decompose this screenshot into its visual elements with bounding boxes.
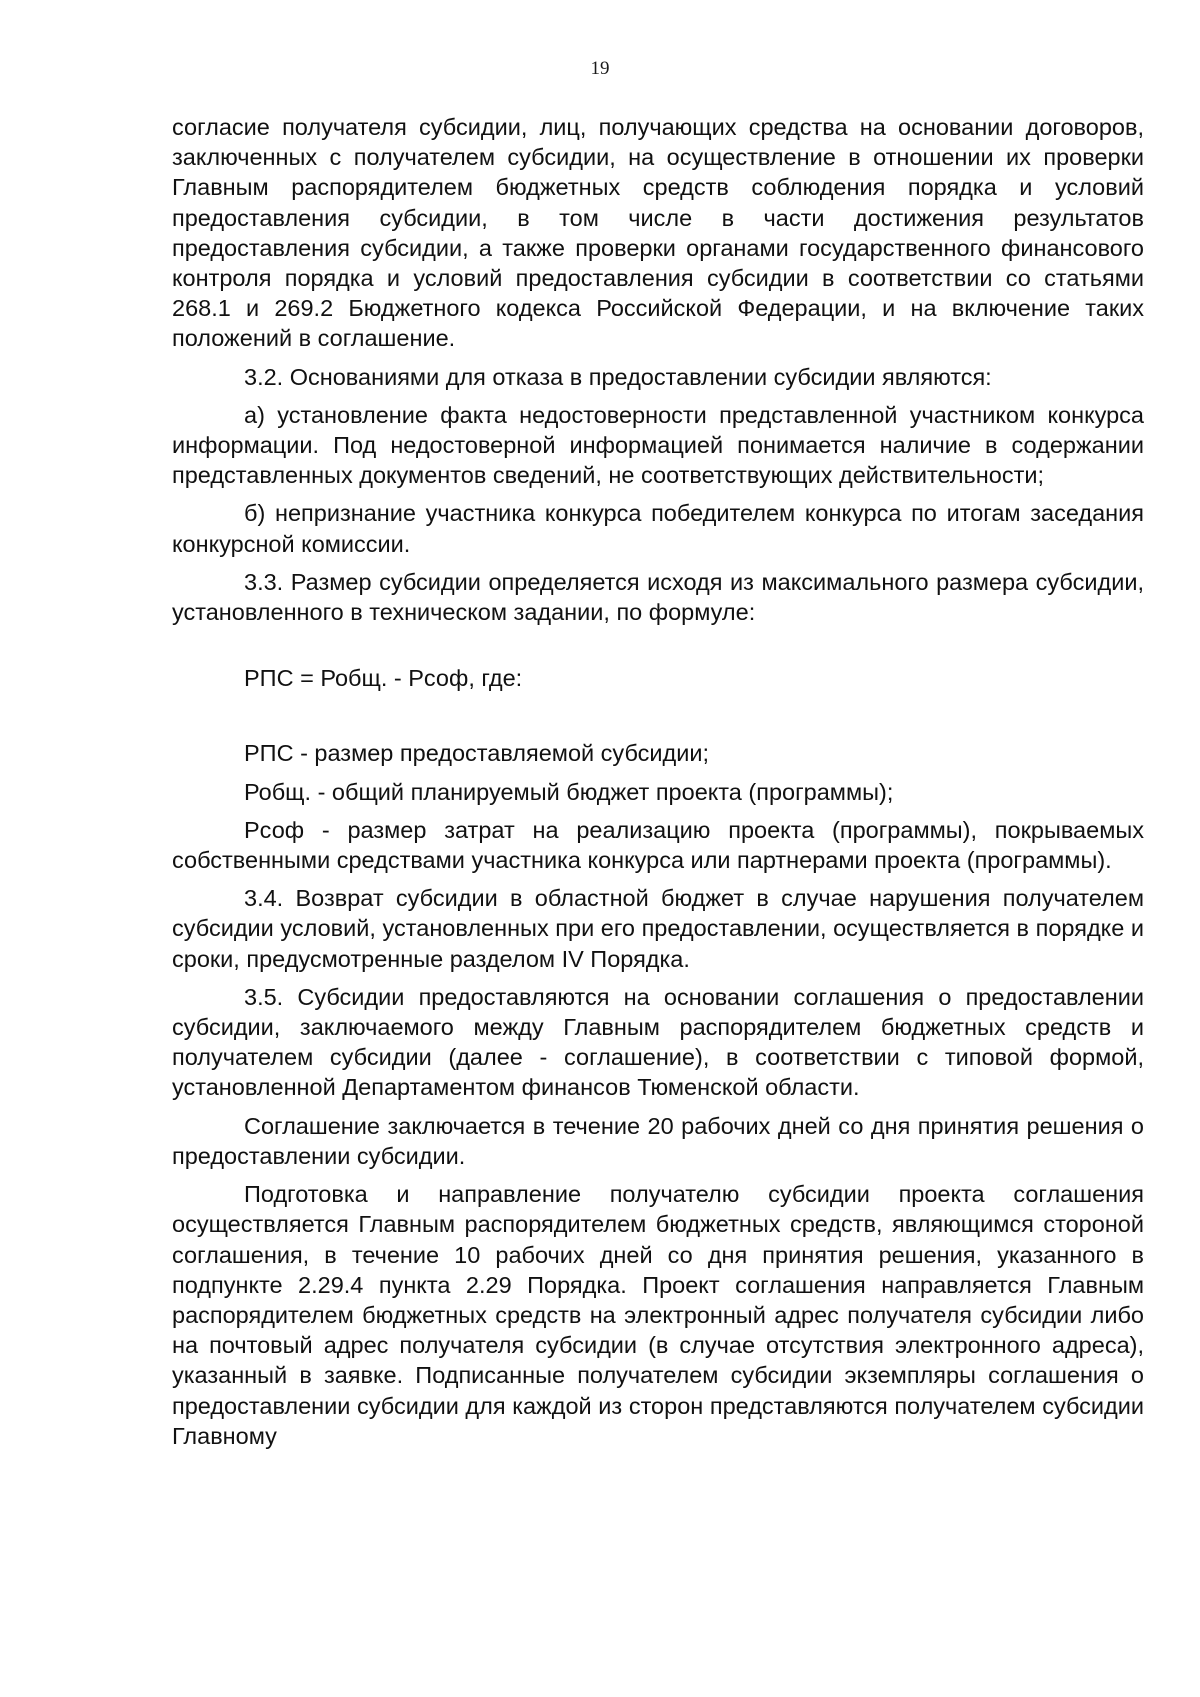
document-body — [172, 112, 1144, 1451]
paragraph-consent-continuation: согласие получателя субсидии, лиц, получающих средства на основании договоров, заключенных с получателем субсидии, на осуществление в отношении их проверки Главным распорядителем бюджетных средств соблюдения порядка и условий предоставления субсидии, в том числе в части достижения результатов предоставления субсидии, а также проверки органами государственного финансового контроля порядка и условий предоставления субсидии в соответствии со статьями 268.1 и 269.2 Бюджетного кодекса Российской Федерации, и на включение таких положений в соглашение. — [172, 114, 1144, 352]
definition-rsof: Рсоф - размер затрат на реализацию проекта (программы), покрываемых собственными средствами участника конкурса или партнерами проекта (программы). — [172, 816, 1144, 874]
paragraph-3-3: 3.3. Размер субсидии определяется исходя из максимального размера субсидии, установленного в техническом задании, по формуле: — [172, 568, 1144, 626]
paragraph-3-2-a: а) установление факта недостоверности представленной участником конкурса информации. Под недостоверной информацией понимается наличие в содержании представленных документов сведений, не соответствующих действительности; — [172, 401, 1144, 489]
paragraph-agreement-term: Соглашение заключается в течение 20 рабочих дней со дня принятия решения о предоставлении субсидии. — [172, 1112, 1144, 1169]
paragraph-agreement-preparation: Подготовка и направление получателю субсидии проекта соглашения осуществляется Главным распорядителем бюджетных средств, являющимся стороной соглашения, в течение 10 рабочих дней со дня принятия решения, указанного в подпункте 2.29.4 пункта 2.29 Порядка. Проект соглашения направляется Главным распорядителем бюджетных средств на электронный адрес получателя субсидии либо на почтовый адрес получателя субсидии (в случае отсутствия электронного адреса), указанный в заявке. Подписанные получателем субсидии экземпляры соглашения о предоставлении субсидии для каждой из сторон представляются получателем субсидии Главному — [172, 1181, 1144, 1449]
definition-robshch: Робщ. - общий планируемый бюджет проекта (программы); — [244, 778, 894, 805]
page-number: 19 — [590, 58, 610, 79]
paragraph-3-2: 3.2. Основаниями для отказа в предоставлении субсидии являются: — [244, 363, 992, 390]
definition-rps: РПС - размер предоставляемой субсидии; — [244, 740, 710, 767]
paragraph-3-5: 3.5. Субсидии предоставляются на основании соглашения о предоставлении субсидии, заключаемого между Главным распорядителем бюджетных средств и получателем субсидии (далее - соглашение), в соответствии с типовой формой, установленной Департаментом финансов Тюменской области. — [172, 983, 1144, 1101]
paragraph-3-2-b: б) непризнание участника конкурса победителем конкурса по итогам заседания конкурсной комиссии. — [172, 500, 1144, 557]
paragraph-3-4: 3.4. Возврат субсидии в областной бюджет в случае нарушения получателем субсидии условий, установленных при его предоставлении, осуществляется в порядке и сроки, предусмотренные разделом IV Порядка. — [172, 885, 1144, 972]
formula: РПС = Робщ. - Рсоф, где: — [244, 665, 523, 692]
